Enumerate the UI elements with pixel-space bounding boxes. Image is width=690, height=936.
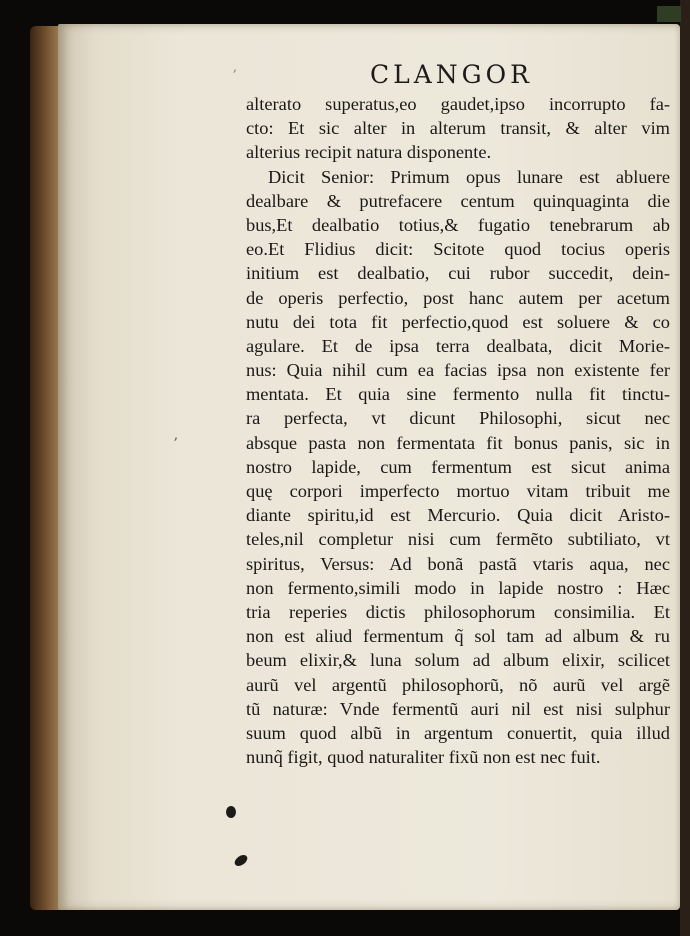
text-line: non est aliud fermentum q̃ sol tam ad album & ru — [246, 626, 670, 647]
text-line: eo.Et Flidius dicit: Scitote quod tocius operis — [246, 239, 670, 260]
corner-color-patch — [657, 6, 681, 22]
text-line: de operis perfectio, post hanc autem per acetum — [246, 287, 670, 308]
text-line: cto: Et sic alter in alterum transit, & alter vim — [246, 118, 670, 139]
text-line: tũ naturæ: Vnde fermentũ auri nil est nisi sulphur — [246, 698, 670, 719]
facing-page-edge — [680, 0, 690, 936]
margin-mark: ʼ — [173, 436, 178, 452]
text-line: bus,Et dealbatio totius,& fugatio tenebrarum ab — [246, 214, 670, 235]
text-line: non fermento,simili modo in lapide nostro : Hæc — [246, 577, 670, 598]
text-line: dealbare & putrefacere centum quinquaginta die — [246, 190, 670, 211]
text-line: absque pasta non fermentata fit bonus panis, sic in — [246, 432, 670, 453]
text-line: tria reperies dictis philosophorum consimilia. Et — [246, 601, 670, 622]
text-line: nus: Quia nihil cum ea facias ipsa non existente fer — [246, 360, 670, 381]
running-head: CLANGOR — [370, 60, 533, 89]
text-line: spiritus, Versus: Ad bonã pastã vtaris aqua, nec — [246, 553, 670, 574]
text-line: mentata. Et quia sine fermento nulla fit tinctu‑ — [246, 384, 670, 405]
text-line: aurũ vel argentũ philosophorũ, nõ aurũ vel argẽ — [246, 674, 670, 695]
text-line: initium est dealbatio, cui rubor succedit, dein‑ — [246, 263, 670, 284]
text-line: quę corpori imperfecto mortuo vitam tribuit me — [246, 481, 670, 501]
text-line: alterius recipit natura disponente. — [246, 142, 492, 163]
ink-blot — [226, 806, 236, 818]
text-line: nunq̃ figit, quod naturaliter fixũ non est nec fuit. — [246, 747, 601, 768]
text-line: nutu dei tota fit perfectio,quod est soluere & co — [246, 311, 670, 332]
text-line: ra perfecta, vt dicunt Philosophi, sicut nec — [246, 408, 670, 429]
text-line: suum quod albũ in argentum conuertit, quia illud — [246, 722, 670, 743]
text-line: teles,nil completur nisi cum fermẽto subtiliato, vt — [246, 529, 670, 550]
margin-mark: ʼ — [232, 68, 237, 84]
text-line: beum elixir,& luna solum ad album elixir, scilicet — [246, 650, 670, 671]
text-line: nostro lapide, cum fermentum est sicut anima — [246, 456, 670, 477]
text-line: Dicit Senior: Primum opus lunare est abluere — [268, 166, 670, 187]
text-line: alterato superatus,eo gaudet,ipso incorrupto fa‑ — [246, 94, 670, 114]
body-text — [246, 92, 670, 769]
text-line: diante spiritu,id est Mercurio. Quia dicit Aristo‑ — [246, 505, 670, 526]
text-line: agulare. Et de ipsa terra dealbata, dicit Morie‑ — [246, 335, 670, 356]
